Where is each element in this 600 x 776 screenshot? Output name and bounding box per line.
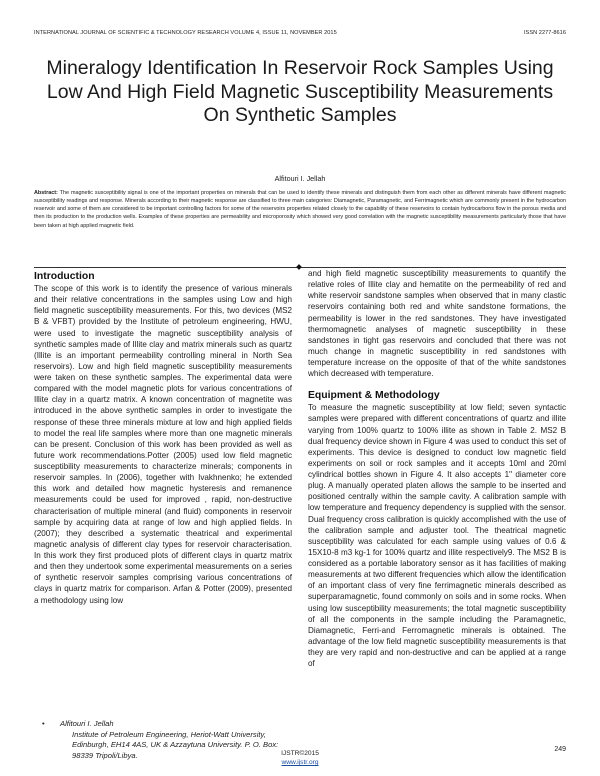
equipment-heading: Equipment & Methodology [308,390,440,402]
footnote-author: Alfitouri I. Jellah [60,719,114,728]
introduction-paragraph: The scope of this work is to identify the presence of various minerals and their relative concentrations in the samples using Low and high field magnetic susceptibility measurements. For this, two devices (MS2 B & VFBT) provided by the Institute of petroleum engineering, HWU, were used to investigate the magnetic susceptibility analysis of synthetic samples made of Illite clay and matrix minerals such as quartz (Illite is an important permeability controlling mineral in North Sea reservoirs). Low and high field magnetic susceptibility measurements were taken on these synthetic samples. The experimental data were compared with the model magnetic plots for various concentrations of Illite clay in a quartz matrix. A known concentration of magnetite was introduced in the above synthetic samples in order to investigate the response of these three minerals mixture at low and high applied fields to model the real life samples where more than one magnetic minerals can be present. Conclusion of this work has been provided as well as future work recommendations.Potter (2005) used low field magnetic susceptibility measurements to characterize minerals; components in reservoir samples. In (2006), together with Ivakhnenko; he extended this work and detailed how magnetic hysteresis and remanence measurements could be used for improved , rapid, non-destructive characterisation of multiple mineral (and fluid) components in reservoir sample by acquiring data at range of low and high applied fields. In (2007); they described a systematic theatrical and experimental magnetic analysis of different clay types for reservoir characterisation. In this work they first produced plots of different clays in quartz matrix and then they undertook some experimental measurements on a series of synthetic reservoir samples comprising various concentrations of clays in quartz matrix for comparison. Arfan & Potter (2009), presented a methodology using low [34,284,292,605]
abstract-text: The magnetic susceptibility signal is one of the important properties on minerals that can be used to identify these minerals and distinguish them from each other as different minerals have different magnetic susceptibility readings and response. Minerals according to their magnetic response are classified to three main categories: Diamagnetic, Paramagnetic, and Ferrimagnetic which are commonly present in the hydrocarbon reservoir and some of them are considered to be important controlling factors for some of the reservoirs properties related closely to the capability of these reservoirs to contain hydrocarbons flow in the porous media and then its production to the production wells. Examples of these properties are permeability and microporosity which showed very good correlation with the magnetic susceptibility measurements particularly those that have been taken at high applied magnetic field. [34,190,566,229]
footnote-affiliation: Institute of Petroleum Engineering, Heriot-Watt University, Edinburgh, EH14 4AS, UK & Azzaytuna University. P. O. Box: 98339 Tripoli/Libya. [72,729,279,760]
introduction-heading: Introduction [34,271,95,282]
author-name: Alfitouri I. Jellah [274,174,326,183]
right-column [308,268,566,669]
abstract [34,189,566,230]
journal-header: INTERNATIONAL JOURNAL OF SCIENTIFIC & TECHNOLOGY RESEARCH VOLUME 4, ISSUE 11, NOVEMBER 2015 [34,30,337,36]
equipment-paragraph: To measure the magnetic susceptibility at low field; seven syntactic samples were prepared with different concentrations of quartz and illite varying from 100% quartz to 100% illite as shown in Table 2. MS2 B dual frequency device shown in Figure 4 was used to conduct this set of experiments. This device is designed to conduct low magnetic field experiments on soil or rock samples and it accepts 10ml and 20ml cylindrical bottles shown in Figure 4. It also accepts 1" diameter core plug. A manually operated platen allows the sample to be inserted and positioned centrally within the sample cavity. A calibration sample with low temperature and frequency dependency is supplied with the sensor. Dual frequency cross calibration is quickly accomplished with the use of the calibration sample and adjuster tool. The theatrical magnetic susceptibility was calculated for each sample using values of 0.6 & 15X10-8 m3 kg-1 for 100% quartz and illite respectively9. The MS2 B is considered as a portable laboratory sensor as it has facilities of making measurements at two different frequencies which allow the identification of an important class of very fine ferrimagnetic minerals described as superparamagnetic, found commonly on soils and in some rocks. When using low susceptibility measurements; the total magnetic susceptibility of all the components in the sample including the Paramagnetic, Diamagnetic, Ferri-and Ferromagnetic minerals is obtained. The advantage of the low field magnetic susceptibility measurements is that they are very rapid and non-destructive and can be applied at a range of [308,403,566,669]
abstract-label: Abstract: [34,190,58,196]
left-column [34,268,292,606]
introduction-continued-paragraph: and high field magnetic susceptibility measurements to quantify the relative roles of Illite clay and hematite on the permeability of red and white reservoir sandstone samples when observed that in many clastic reservoirs containing both red and white sandstone formations, the permeability is lower in the red sandstones. They have investigated thermomagnetic analyses of magnetic susceptibility in these sandstones in tight gas reservoirs and concluded that there was not much change in magnetic susceptibility in red sandstones with temperature increase on the opposite of that of the white sandstones which decreased with temperature. [308,269,566,379]
bullet-icon: • [42,719,45,728]
divider-diamond-icon [296,264,302,270]
footer-url-link[interactable]: www.ijstr.org [281,759,319,766]
footer-journal-code: IJSTR©2015 [281,750,319,757]
paper-title: Mineralogy Identification In Reservoir Rock Samples Using Low And High Field Magnetic Susceptibility Measurements On Synthetic Samples [46,57,554,126]
issn-header: ISSN 2277-8616 [523,30,566,36]
running-header [34,30,566,40]
page-number: 249 [554,746,566,753]
section-divider [34,266,566,267]
